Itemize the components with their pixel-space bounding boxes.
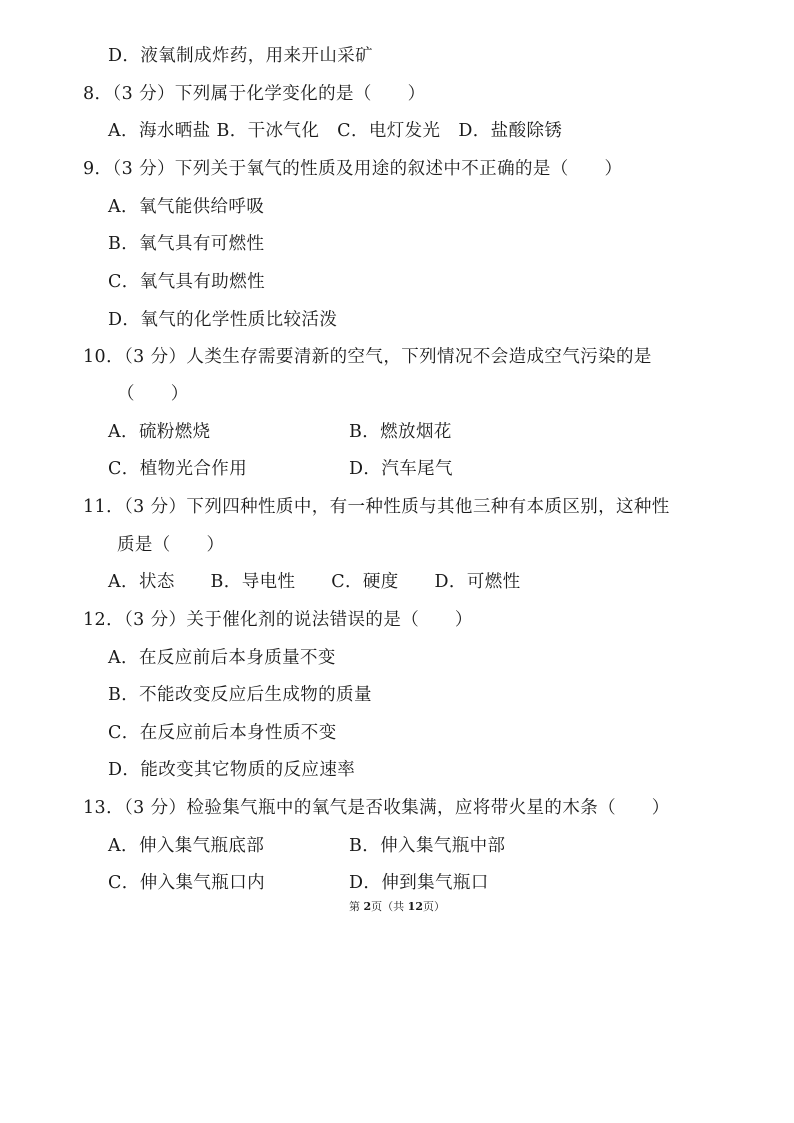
footer-total-pages: 12 — [407, 900, 423, 913]
question-12: 12．（3 分）关于催化剂的说法错误的是（ ） — [83, 610, 473, 630]
question-10-option-b: B．燃放烟花 — [349, 422, 452, 442]
question-13-option-d: D．伸到集气瓶口 — [349, 873, 489, 893]
question-13: 13．（3 分）检验集气瓶中的氧气是否收集满，应将带火星的木条（ ） — [83, 798, 670, 818]
question-8-options: A．海水晒盐 B．干冰气化 C．电灯发光 D．盐酸除锈 — [108, 121, 563, 141]
page-footer — [0, 899, 794, 915]
question-13-option-a: A．伸入集气瓶底部 — [108, 836, 265, 856]
question-10-option-d: D．汽车尾气 — [349, 459, 453, 479]
question-11-options: A．状态 B．导电性 C．硬度 D．可燃性 — [108, 572, 521, 592]
question-9-option-b: B．氧气具有可燃性 — [108, 234, 265, 254]
question-11-continuation: 质是（ ） — [117, 535, 225, 555]
question-10-option-c: C．植物光合作用 — [108, 459, 248, 479]
question-8: 8．（3 分）下列属于化学变化的是（ ） — [83, 84, 426, 104]
question-9: 9．（3 分）下列关于氧气的性质及用途的叙述中不正确的是（ ） — [83, 159, 623, 179]
footer-prefix: 第 — [349, 900, 364, 913]
question-10: 10．（3 分）人类生存需要清新的空气，下列情况不会造成空气污染的是 — [83, 347, 652, 367]
question-12-option-c: C．在反应前后本身性质不变 — [108, 723, 337, 743]
question-12-option-d: D．能改变其它物质的反应速率 — [108, 760, 356, 780]
question-9-option-d: D．氧气的化学性质比较活泼 — [108, 310, 338, 330]
question-9-option-a: A．氧气能供给呼吸 — [108, 197, 265, 217]
question-13-option-c: C．伸入集气瓶口内 — [108, 873, 265, 893]
footer-mid: 页（共 — [371, 900, 408, 913]
prev-option-d: D．液氧制成炸药，用来开山采矿 — [108, 46, 374, 66]
question-12-option-b: B．不能改变反应后生成物的质量 — [108, 685, 372, 705]
question-13-option-b: B．伸入集气瓶中部 — [349, 836, 506, 856]
footer-suffix: 页） — [422, 900, 445, 913]
footer-page-number: 2 — [363, 900, 372, 913]
question-10-continuation: （ ） — [117, 384, 189, 404]
question-9-option-c: C．氧气具有助燃性 — [108, 272, 265, 292]
question-10-option-a: A．硫粉燃烧 — [108, 422, 211, 442]
question-12-option-a: A．在反应前后本身质量不变 — [108, 648, 336, 668]
question-11: 11．（3 分）下列四种性质中，有一种性质与其他三种有本质区别，这种性 — [83, 497, 670, 517]
